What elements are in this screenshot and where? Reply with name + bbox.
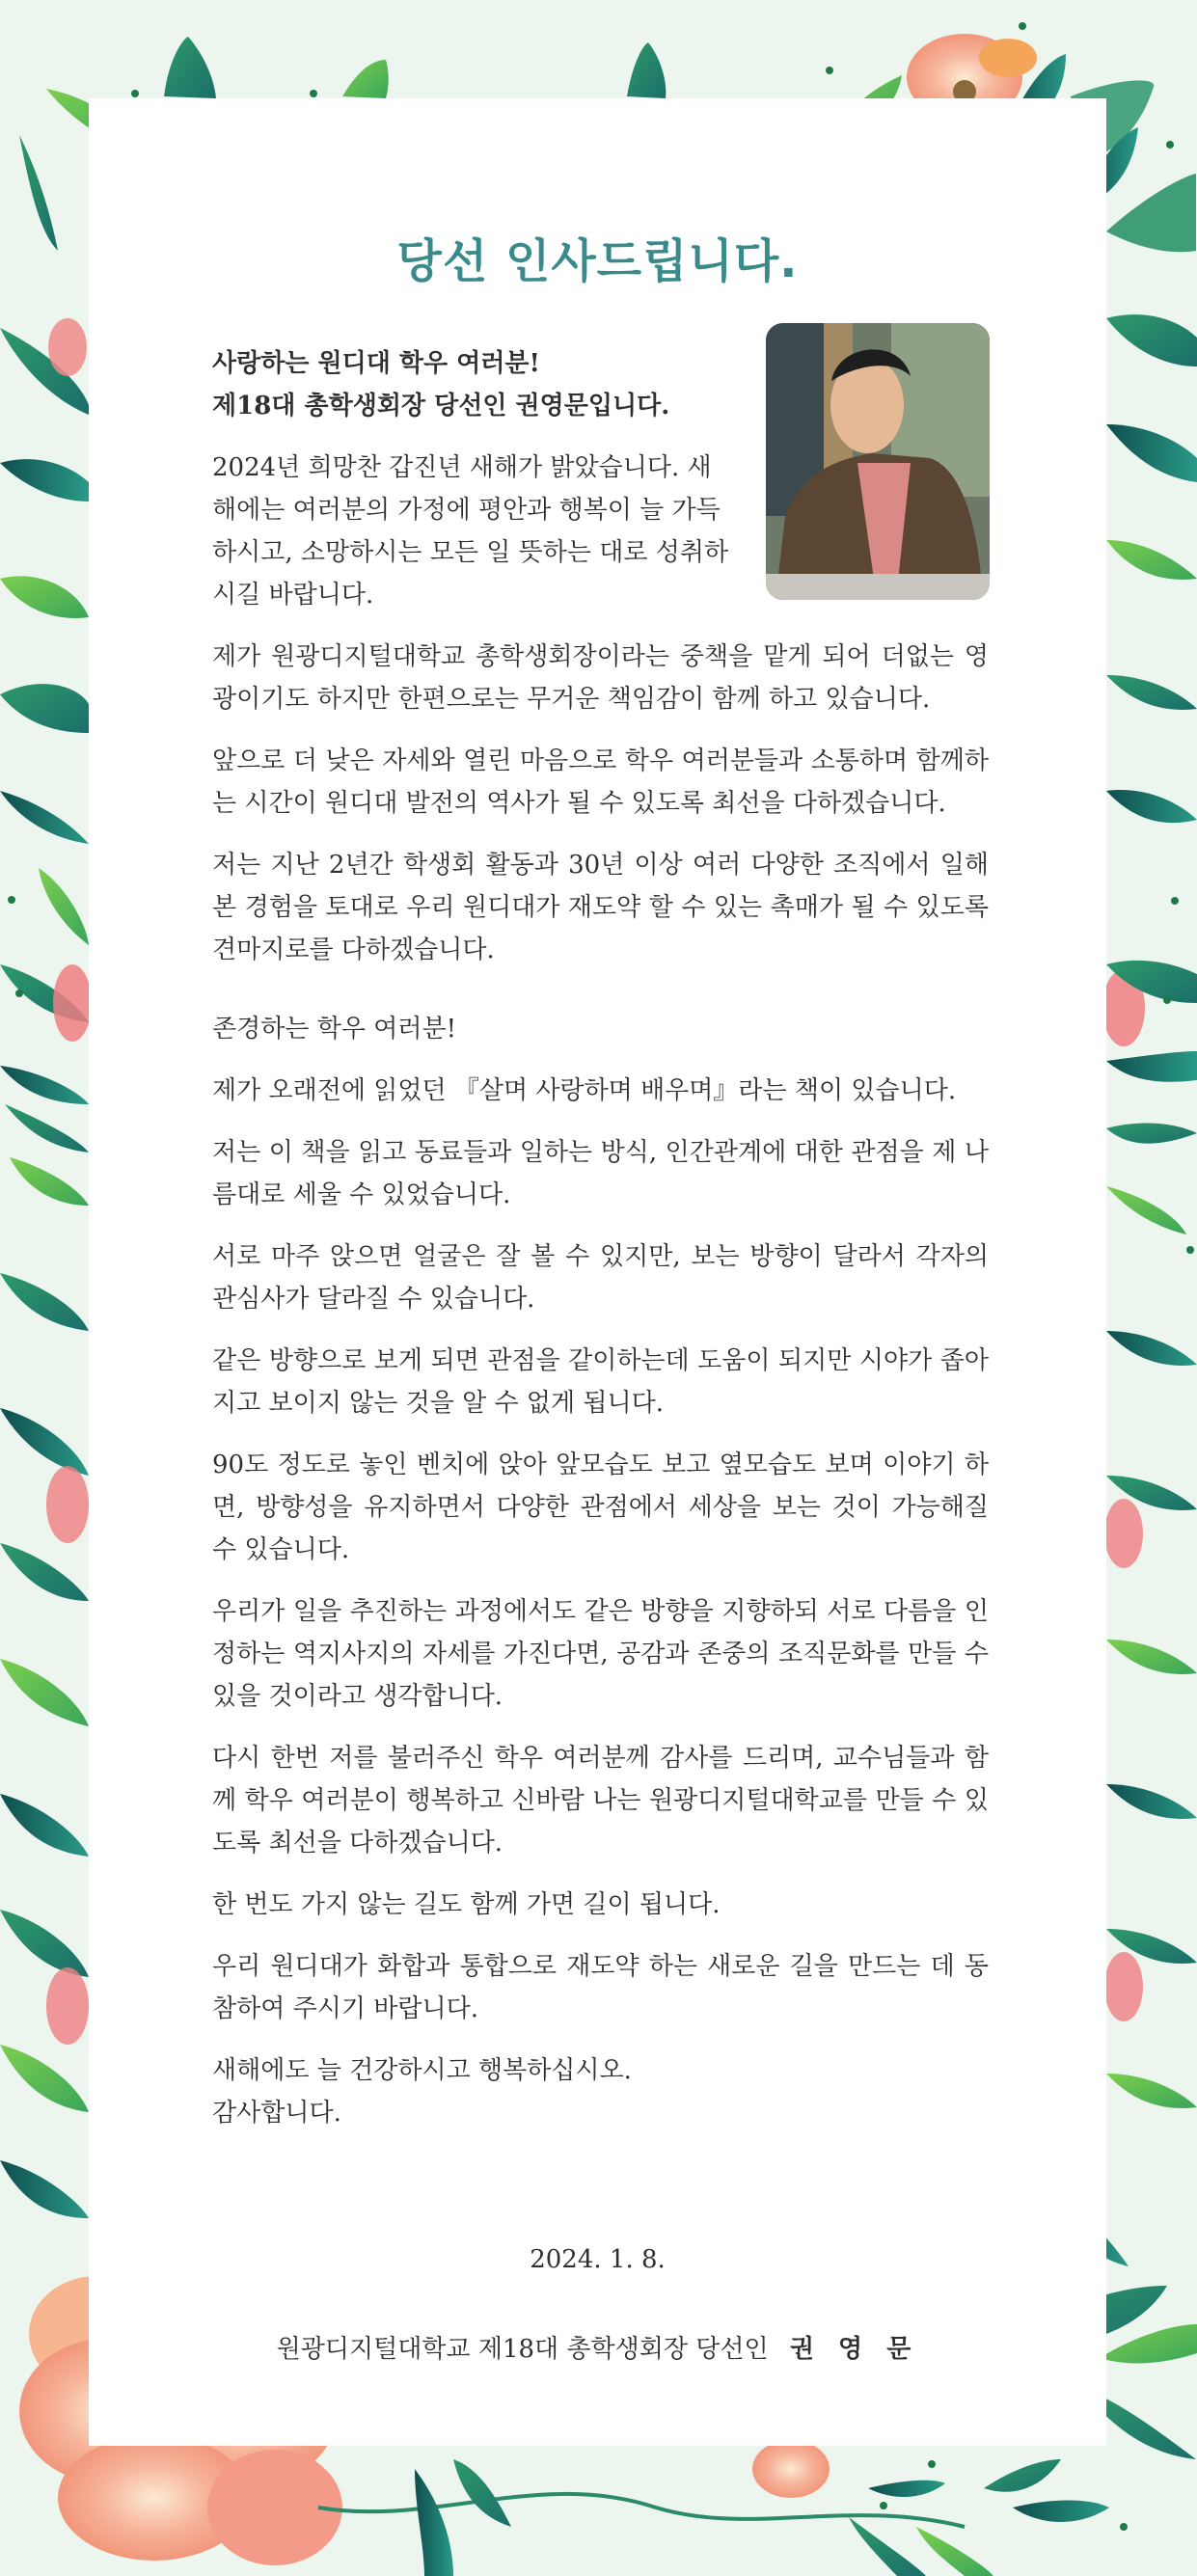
paragraph: 서로 마주 앉으면 얼굴은 잘 볼 수 있지만, 보는 방향이 달라서 각자의 관심사가 달라질 수 있습니다. — [212, 1242, 989, 1314]
paragraph: 저는 지난 2년간 학생회 활동과 30년 이상 여러 다양한 조직에서 일해 본 경험을 토대로 우리 원디대가 재도약 할 수 있는 촉매가 될 수 있도록 견마지로를 다하겠습니다. — [212, 851, 989, 964]
paragraph: 90도 정도로 놓인 벤치에 앉아 앞모습도 보고 옆모습도 보며 이야기 하면, 방향성을 유지하면서 다양한 관점에서 세상을 보는 것이 가능해질 수 있습니다. — [212, 1451, 989, 1564]
letter-date: 2024. 1. 8. — [530, 2245, 666, 2274]
signature-name: 권 영 문 — [789, 2335, 919, 2364]
paragraph: 같은 방향으로 보게 되면 관점을 같이하는데 도움이 되지만 시야가 좁아지고 보이지 않는 것을 알 수 없게 됩니다. — [212, 1346, 989, 1418]
signature — [89, 2329, 1106, 2365]
signature-affiliation: 원광디지털대학교 제18대 총학생회장 당선인 — [276, 2335, 769, 2364]
paragraph: 저는 이 책을 읽고 동료들과 일하는 방식, 인간관계에 대한 관점을 제 나름대로 세울 수 있었습니다. — [212, 1138, 989, 1209]
page-title: 당선 인사드립니다. — [396, 234, 799, 289]
closing-line-2: 감사합니다. — [212, 2099, 341, 2128]
greeting-line-2: 제18대 총학생회장 당선인 권영문입니다. — [212, 392, 670, 420]
greeting-line-1: 사랑하는 원디대 학우 여러분! — [212, 349, 540, 378]
paragraph: 우리 원디대가 화합과 통합으로 재도약 하는 새로운 길을 만드는 데 동참하여 주시기 바랍니다. — [212, 1952, 989, 2023]
paragraph: 다시 한번 저를 불러주신 학우 여러분께 감사를 드리며, 교수님들과 함께 학우 여러분이 행복하고 신바람 나는 원광디지털대학교를 만들 수 있도록 최선을 다하겠습니다. — [212, 1744, 989, 1857]
paragraph: 우리가 일을 추진하는 과정에서도 같은 방향을 지향하되 서로 다름을 인정하는 역지사지의 자세를 가진다면, 공감과 존중의 조직문화를 만들 수 있을 것이라고 생각합니다. — [212, 1597, 989, 1711]
paragraph: 한 번도 가지 않는 길도 함께 가면 길이 됩니다. — [212, 1890, 721, 1919]
closing-line-1: 새해에도 늘 건강하시고 행복하십시오. — [212, 2056, 632, 2085]
greeting — [212, 342, 733, 427]
closing — [212, 2049, 989, 2134]
intro-block — [212, 342, 733, 616]
letter-body — [212, 342, 989, 2154]
paragraph: 제가 오래전에 읽었던 『살며 사랑하며 배우며』라는 책이 있습니다. — [212, 1076, 957, 1105]
paragraph: 앞으로 더 낮은 자세와 열린 마음으로 학우 여러분들과 소통하며 함께하는 시간이 원디대 발전의 역사가 될 수 있도록 최선을 다하겠습니다. — [212, 746, 989, 818]
paragraph: 제가 원광디지털대학교 총학생회장이라는 중책을 맡게 되어 더없는 영광이기도 하지만 한편으로는 무거운 책임감이 함께 하고 있습니다. — [212, 642, 989, 714]
paragraph: 2024년 희망찬 갑진년 새해가 밝았습니다. 새해에는 여러분의 가정에 평안과 행복이 늘 가득하시고, 소망하시는 모든 일 뜻하는 대로 성취하시길 바랍니다. — [212, 453, 729, 610]
salutation: 존경하는 학우 여러분! — [212, 1015, 457, 1044]
